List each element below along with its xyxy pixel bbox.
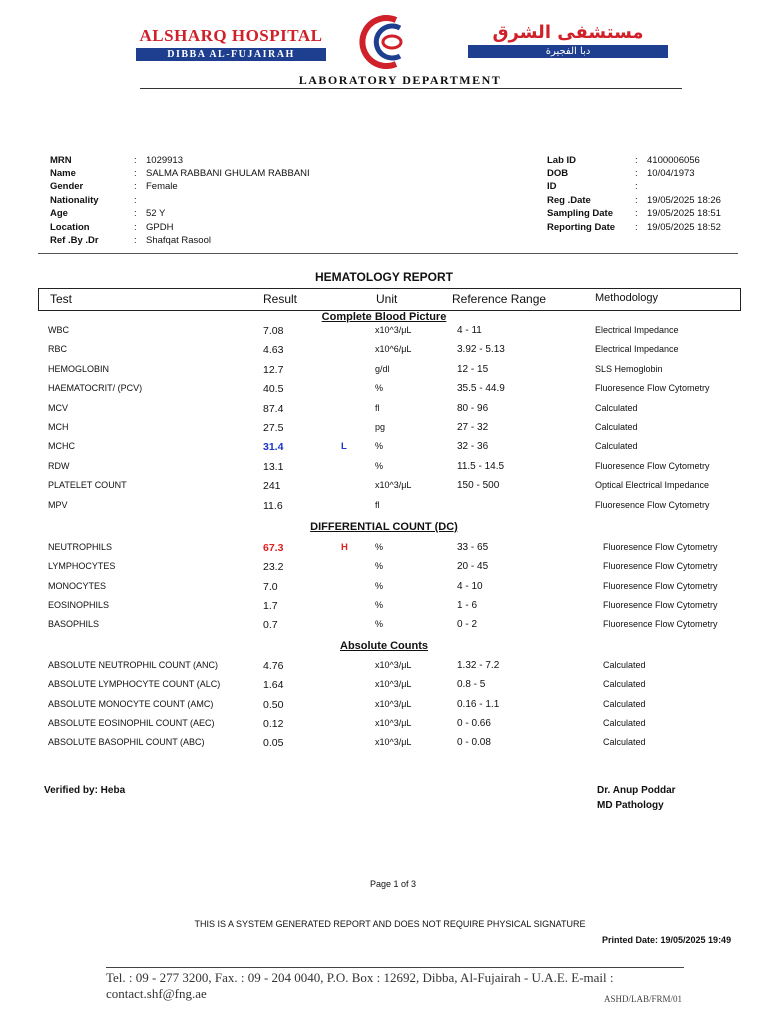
reference-range: 0 - 0.08	[457, 737, 491, 749]
test-name: ABSOLUTE EOSINOPHIL COUNT (AEC)	[48, 717, 215, 728]
test-name: ABSOLUTE BASOPHIL COUNT (ABC)	[48, 737, 205, 748]
department-title: LABORATORY DEPARTMENT	[298, 73, 502, 87]
test-unit: x10^3/μL	[375, 698, 412, 709]
test-unit: %	[375, 441, 384, 452]
test-name: RDW	[48, 460, 70, 471]
reference-range: 0.8 - 5	[457, 679, 486, 691]
test-unit: %	[375, 619, 384, 630]
test-name: PLATELET COUNT	[48, 480, 127, 491]
table-row	[0, 600, 768, 614]
test-method: Electrical Impedance	[595, 325, 679, 335]
info-value: Female	[146, 181, 178, 192]
page-number: Page 1 of 3	[369, 879, 417, 889]
footer-divider	[106, 967, 684, 968]
test-unit: pg	[375, 422, 386, 432]
info-value: 4100006056	[647, 155, 700, 166]
hospital-name-arabic	[468, 22, 668, 58]
test-method: Calculated	[595, 441, 638, 452]
reference-range: 150 - 500	[457, 480, 500, 492]
table-row	[0, 383, 768, 397]
info-divider	[38, 253, 738, 254]
result-flag: L	[341, 441, 347, 453]
test-unit: x10^3/μL	[375, 737, 412, 748]
test-result: 67.3	[263, 542, 284, 554]
info-colon: :	[134, 222, 137, 233]
info-label: Age	[50, 208, 68, 219]
reference-range: 80 - 96	[457, 402, 489, 414]
test-method: Fluoresence Flow Cytometry	[595, 383, 710, 394]
hospital-name: ALSHARQ HOSPITAL	[139, 26, 323, 45]
info-label: Gender	[50, 181, 84, 192]
info-colon: :	[134, 208, 137, 219]
test-name: HEMOGLOBIN	[48, 363, 110, 374]
info-colon: :	[635, 181, 638, 192]
test-name: ABSOLUTE MONOCYTE COUNT (AMC)	[48, 698, 214, 709]
verified-by: Verified by: Heba	[44, 785, 126, 796]
table-row	[0, 480, 768, 494]
test-method: Fluoresence Flow Cytometry	[603, 619, 718, 630]
test-result: 40.5	[263, 383, 284, 396]
test-result: 27.5	[263, 422, 284, 434]
test-name: ABSOLUTE LYMPHOCYTE COUNT (ALC)	[48, 679, 221, 690]
test-name: NEUTROPHILS	[48, 542, 113, 552]
col-header-result: Result	[263, 292, 298, 306]
info-label: Name	[50, 168, 76, 179]
col-header-test: Test	[50, 292, 73, 306]
info-value: 10/04/1973	[647, 168, 695, 179]
test-result: 7.08	[263, 325, 284, 337]
reference-range: 32 - 36	[457, 441, 489, 453]
test-method: Calculated	[595, 422, 638, 432]
info-colon: :	[134, 155, 137, 166]
test-unit: x10^3/μL	[375, 679, 412, 690]
info-label: Reporting Date	[547, 222, 616, 233]
test-method: Calculated	[603, 698, 646, 709]
info-value: Shafqat Rasool	[146, 235, 211, 246]
info-label: Reg .Date	[547, 195, 591, 206]
test-method: Fluoresence Flow Cytometry	[603, 561, 718, 572]
col-header-reference: Reference Range	[452, 292, 547, 306]
reference-range: 35.5 - 44.9	[457, 383, 505, 395]
info-colon: :	[635, 155, 638, 166]
info-colon: :	[635, 195, 638, 206]
test-result: 11.6	[263, 499, 283, 512]
info-label: MRN	[50, 155, 72, 166]
test-name: RBC	[48, 344, 68, 355]
test-result: 7.0	[263, 580, 278, 593]
test-unit: x10^3/μL	[375, 480, 412, 491]
info-value: 19/05/2025 18:52	[647, 222, 721, 233]
info-colon: :	[635, 168, 638, 179]
contact-line: Tel. : 09 - 277 3200, Fax. : 09 - 204 0040, P.O. Box : 12692, Dibba, Al-Fujairah - U.A.E. E-mail : contact.shf@fng.ae	[106, 970, 614, 1001]
info-label: Nationality	[50, 195, 99, 206]
reference-range: 20 - 45	[457, 561, 489, 573]
reference-range: 12 - 15	[457, 363, 489, 375]
test-method: Calculated	[595, 402, 638, 413]
reference-range: 4 - 10	[457, 580, 483, 592]
test-result: 0.05	[263, 737, 284, 750]
test-method: Fluoresence Flow Cytometry	[595, 460, 710, 471]
test-unit: fl	[375, 499, 380, 510]
info-colon: :	[635, 222, 638, 233]
table-row	[0, 344, 768, 358]
reference-range: 0.16 - 1.1	[457, 698, 500, 710]
info-label: Ref .By .Dr	[50, 235, 99, 246]
test-unit: %	[375, 599, 384, 610]
test-name: ABSOLUTE NEUTROPHIL COUNT (ANC)	[48, 660, 219, 670]
test-name: EOSINOPHILS	[48, 599, 110, 610]
table-row	[0, 500, 768, 514]
test-name: MCHC	[48, 441, 75, 452]
info-value: GPDH	[146, 222, 174, 233]
reference-range: 11.5 - 14.5	[457, 460, 505, 472]
info-value: SALMA RABBANI GHULAM RABBANI	[146, 168, 310, 179]
form-code: ASHD/LAB/FRM/01	[604, 994, 683, 1004]
reference-range: 33 - 65	[457, 542, 489, 553]
info-colon: :	[134, 181, 137, 192]
section-title: Absolute Counts	[340, 640, 428, 652]
doctor-name: Dr. Anup Poddar	[597, 785, 676, 796]
doctor-title: MD Pathology	[597, 800, 664, 811]
test-result: 31.4	[263, 441, 284, 454]
test-result: 4.63	[263, 344, 284, 357]
table-row	[0, 660, 768, 674]
test-result: 12.7	[263, 363, 284, 376]
info-label: DOB	[547, 168, 569, 179]
test-name: LYMPHOCYTES	[48, 561, 116, 572]
info-label: ID	[547, 181, 557, 192]
table-row	[0, 325, 768, 339]
reference-range: 4 - 11	[457, 325, 482, 336]
col-header-unit: Unit	[376, 292, 398, 306]
test-unit: %	[375, 383, 384, 394]
test-unit: x10^3/μL	[375, 717, 412, 728]
table-row	[0, 699, 768, 713]
test-method: Fluoresence Flow Cytometry	[603, 599, 718, 610]
test-method: Fluoresence Flow Cytometry	[603, 542, 718, 552]
col-header-method: Methodology	[595, 292, 658, 304]
info-value: 1029913	[146, 155, 183, 166]
hospital-logo-icon	[356, 14, 420, 70]
test-result: 1.7	[263, 599, 278, 612]
reference-range: 0 - 2	[457, 619, 478, 631]
printed-date: Printed Date: 19/05/2025 19:49	[602, 935, 732, 945]
test-name: MCH	[48, 422, 69, 432]
test-unit: %	[375, 561, 384, 572]
system-notice: THIS IS A SYSTEM GENERATED REPORT AND DOES NOT REQUIRE PHYSICAL SIGNATURE	[194, 919, 586, 929]
test-result: 4.76	[263, 660, 284, 672]
test-name: MPV	[48, 499, 68, 510]
info-value: 52 Y	[146, 208, 166, 219]
table-row	[0, 542, 768, 556]
result-flag: H	[341, 542, 348, 553]
table-row	[0, 403, 768, 417]
hospital-name-english	[136, 26, 326, 61]
table-row	[0, 461, 768, 475]
hospital-location: DIBBA AL-FUJAIRAH	[136, 48, 326, 61]
table-row	[0, 561, 768, 575]
test-unit: %	[375, 542, 384, 552]
section-title: DIFFERENTIAL COUNT (DC)	[310, 521, 458, 533]
test-result: 241	[263, 480, 281, 493]
table-row	[0, 581, 768, 595]
test-method: Optical Electrical Impedance	[595, 480, 710, 491]
test-method: Calculated	[603, 660, 646, 670]
info-colon: :	[134, 235, 137, 246]
test-method: Calculated	[603, 717, 646, 728]
section-title: Complete Blood Picture	[321, 311, 447, 323]
test-unit: x10^3/μL	[375, 660, 412, 670]
report-title: HEMATOLOGY REPORT	[314, 270, 453, 284]
table-row	[0, 737, 768, 751]
test-name: BASOPHILS	[48, 619, 100, 630]
test-unit: %	[375, 460, 384, 471]
test-unit: x10^3/μL	[375, 325, 412, 335]
info-colon: :	[635, 208, 638, 219]
table-row	[0, 619, 768, 633]
hospital-location-ar: دبا الفجيرة	[468, 45, 668, 58]
test-result: 0.7	[263, 619, 278, 632]
info-label: Lab ID	[547, 155, 577, 166]
test-unit: g/dl	[375, 363, 390, 374]
info-label: Location	[50, 222, 90, 233]
table-row	[0, 364, 768, 378]
table-row	[0, 441, 768, 455]
info-value: 19/05/2025 18:51	[647, 208, 721, 219]
hospital-name-ar: مستشفى الشرق	[492, 22, 644, 43]
test-name: MONOCYTES	[48, 580, 107, 591]
table-row	[0, 679, 768, 693]
test-method: Fluoresence Flow Cytometry	[595, 499, 710, 510]
reference-range: 1.32 - 7.2	[457, 660, 500, 671]
test-unit: %	[375, 580, 384, 591]
test-result: 23.2	[263, 561, 284, 574]
table-row	[0, 422, 768, 436]
table-row	[0, 718, 768, 732]
test-name: MCV	[48, 402, 68, 413]
test-unit: fl	[375, 402, 380, 413]
test-method: SLS Hemoglobin	[595, 363, 663, 374]
test-method: Calculated	[603, 737, 646, 748]
info-colon: :	[134, 168, 137, 179]
reference-range: 0 - 0.66	[457, 717, 491, 729]
test-name: HAEMATOCRIT/ (PCV)	[48, 383, 143, 394]
test-result: 1.64	[263, 679, 284, 692]
test-result: 0.50	[263, 698, 284, 711]
test-unit: x10^6/μL	[375, 344, 412, 355]
info-colon: :	[134, 195, 137, 206]
test-result: 0.12	[263, 717, 284, 730]
reference-range: 27 - 32	[457, 422, 489, 433]
reference-range: 1 - 6	[457, 599, 478, 611]
test-method: Electrical Impedance	[595, 344, 679, 355]
info-value: 19/05/2025 18:26	[647, 195, 721, 206]
info-label: Sampling Date	[547, 208, 613, 219]
test-result: 13.1	[263, 460, 284, 473]
reference-range: 3.92 - 5.13	[457, 344, 505, 356]
test-method: Fluoresence Flow Cytometry	[603, 580, 718, 591]
test-result: 87.4	[263, 402, 284, 415]
header-divider	[140, 88, 682, 89]
test-name: WBC	[48, 325, 69, 335]
test-method: Calculated	[603, 679, 646, 690]
